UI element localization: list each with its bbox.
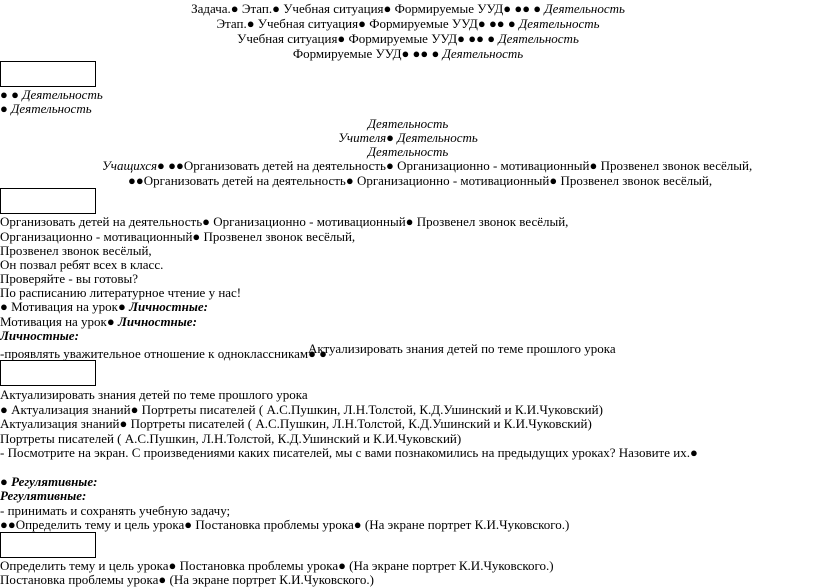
text-line: Он позвал ребят всех в класс.: [0, 257, 164, 272]
text-line: [0, 101, 92, 116]
text-line: [0, 16, 816, 31]
text-line: ● Актуализация знаний● Портреты писателей ( А.С.Пушкин, Л.Н.Толстой, К.Д.Ушинский и К.И.Чуковский): [0, 402, 603, 417]
text-line: Деятельность: [367, 144, 449, 159]
text-line: Постановка проблемы урока● (На экране портрет К.И.Чуковского.): [0, 572, 374, 587]
line-text: Мотивация на урок●: [0, 314, 115, 329]
line-text-italic: Деятельность: [7, 101, 92, 116]
text-line: Прозвенел звонок весёлый,: [0, 243, 152, 258]
text-line: [0, 1, 816, 16]
empty-cell-box: [0, 360, 96, 386]
text-line: Деятельность: [367, 116, 449, 131]
text-line: [0, 314, 197, 329]
line-text: Этап.● Учебная ситуация● Формируемые УУД● ●● ●: [216, 16, 516, 31]
line-text-italic: Учащихся● ●●: [102, 158, 184, 173]
text-line: [0, 31, 816, 46]
text-line: По расписанию литературное чтение у нас!: [0, 285, 242, 300]
empty-cell-box: [0, 532, 96, 558]
line-text-bold-italic: Регулятивные:: [11, 474, 98, 489]
line-text: ● ●: [0, 87, 19, 102]
text-line: Актуализация знаний● Портреты писателей ( А.С.Пушкин, Л.Н.Толстой, К.Д.Ушинский и К.И.Чуковский): [0, 416, 592, 431]
text-line: [0, 474, 97, 489]
empty-cell-box: [0, 188, 96, 214]
line-text-bold-italic: Личностные:: [125, 299, 209, 314]
text-line: [102, 158, 752, 173]
line-text: Задача.● Этап.● Учебная ситуация● Формируемые УУД● ●● ●: [191, 1, 542, 16]
text-line: ●●Определить тему и цель урока● Постановка проблемы урока● (На экране портрет К.И.Чуковского.): [0, 517, 570, 532]
text-line: -проявлять уважительное отношение к одноклассникам● ●: [0, 346, 328, 361]
text-line: Актуализировать знания детей по теме прошлого урока: [0, 387, 308, 402]
text-line: Проверяйте - вы готовы?: [0, 271, 139, 286]
text-line: Организационно - мотивационный● Прозвенел звонок весёлый,: [0, 229, 356, 244]
text-line: Регулятивные:: [0, 488, 87, 503]
line-text-italic: Деятельность: [18, 87, 103, 102]
text-line: Организовать детей на деятельность● Организационно - мотивационный● Прозвенел звонок весёлый,: [0, 214, 569, 229]
line-text-italic: Деятельность: [439, 46, 524, 61]
line-text: ●: [0, 474, 12, 489]
text-line-raised: Актуализировать знания детей по теме прошлого урока: [308, 341, 616, 356]
line-text-italic: Деятельность: [515, 16, 600, 31]
text-line: Определить тему и цель урока● Постановка проблемы урока● (На экране портрет К.И.Чуковского.): [0, 558, 554, 573]
line-text: ● Мотивация на урок●: [0, 299, 126, 314]
line-text-italic: Деятельность: [495, 31, 579, 46]
line-text: Формируемые УУД● ●● ●: [292, 46, 440, 61]
empty-cell-box: [0, 61, 96, 87]
text-line: - Посмотрите на экран. С произведениями каких писателей, мы с вами познакомились на предыдущих уроках? Назовите их.●: [0, 445, 698, 460]
line-text: ●: [0, 101, 8, 116]
text-line: Учителя● Деятельность: [338, 130, 478, 145]
text-line: [0, 87, 103, 102]
text-line: ●●Организовать детей на деятельность● Организационно - мотивационный● Прозвенел звонок весёлый,: [128, 173, 713, 188]
line-text: Учебная ситуация● Формируемые УУД● ●● ●: [237, 31, 496, 46]
text-line: [0, 299, 208, 314]
text-line: - принимать и сохранять учебную задачу;: [0, 503, 231, 518]
text-line: Личностные:: [0, 328, 79, 343]
text-line: Портреты писателей ( А.С.Пушкин, Л.Н.Толстой, К.Д.Ушинский и К.И.Чуковский): [0, 431, 462, 446]
line-text-italic: Деятельность: [541, 1, 625, 16]
text-line: [0, 46, 816, 61]
line-text: Организовать детей на деятельность● Организационно - мотивационный● Прозвенел звонок весёлый,: [183, 158, 753, 173]
line-text-bold-italic: Личностные:: [114, 314, 197, 329]
